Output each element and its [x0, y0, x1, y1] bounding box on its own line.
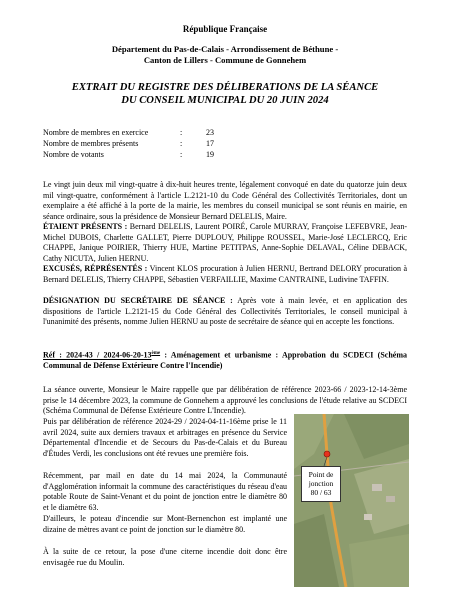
departement-line-1: Département du Pas-de-Calais - Arrondissement de Béthune -: [111, 44, 339, 54]
republique-heading: République Française: [182, 24, 268, 34]
members-row: [43, 138, 226, 149]
members-label: Nombre de membres présents: [43, 139, 139, 148]
excuses-label: EXCUSÉS, RÉPRÉSENTÉS :: [43, 264, 148, 273]
excuses-paragraph: [43, 264, 407, 285]
members-colon: :: [180, 128, 183, 137]
members-summary: [43, 127, 226, 160]
presents-paragraph: [43, 222, 407, 265]
junction-label-line: Point de: [308, 470, 334, 479]
fire-hydrant-paragraph: D'ailleurs, le poteau d'incendie sur Mont-Bernenchon est implanté une dizaine de mètres avant ce point de jonction sur le diamètre 80.: [43, 514, 287, 534]
members-row: [43, 149, 226, 160]
email-may-paragraph: Récemment, par mail en date du 14 mai 2024, la Communauté d'Agglomération informait la commune des caractéristiques du réseau d'eau potable Route de Saint-Venant et du point de jonction entre le diamètre 80 et le diamètre 63.: [43, 471, 287, 512]
title-line-2: DU CONSEIL MUNICIPAL DU 20 JUIN 2024: [121, 95, 329, 106]
junction-label-line: 80 / 63: [310, 488, 332, 497]
secretaire-label: DÉSIGNATION DU SECRÉTAIRE DE SÉANCE :: [43, 296, 233, 305]
junction-map: [294, 414, 409, 587]
members-value: 23: [206, 128, 214, 137]
junction-label-line: jonction: [308, 479, 334, 488]
reference-title: : Aménagement et urbanisme : Approbation du SCDECI (Schéma Communal de Défense Extérieure Contre l'Incendie): [43, 350, 407, 371]
secretaire-text: Après vote à main levée, et en application des dispositions de l'article L.2121-15 du Code Général des Collectivités Territoriales, le conseil municipal à l'unanimité des présents, nomme Julien HERNU au poste de secrétaire de séance qui en accepte les fonctions.: [43, 296, 408, 327]
cistern-paragraph: À la suite de ce retour, la pose d'une citerne incendie doit donc être envisagée rue du Moulin.: [43, 547, 287, 567]
junction-marker: [324, 451, 330, 457]
presents-text: Bernard DELELIS, Laurent POIRÉ, Carole MURRAY, Françoise LEFEBVRE, Jean-Michel DUBOIS, Charlette GALLET, Pierre DUPLOUY, Philippe ROUSSEL, Marie-José LECLERCQ, Eric CHAPPE, Janique POIRIER, Thierry HUE, Martine PETITPAS, Anne-Sophie DELAVAL, Céline DEBACK, Cathy NICUTA, Julien HERNU.: [43, 222, 407, 264]
members-label: Nombre de membres en exercice: [43, 128, 149, 137]
members-value: 17: [206, 139, 214, 148]
secretaire-paragraph: [43, 296, 407, 328]
departement-line-2: Canton de Lillers - Commune de Gonnehem: [143, 55, 307, 65]
reference-number: Réf : 2024-43 / 2024-06-20-13: [43, 350, 152, 360]
excuses-text: Vincent KLOS procuration à Julien HERNU, Bertrand DELORY procuration à Bernard DELELIS, Thierry CHAPPE, Sébastien VERFAILLIE, Maxime CANTRAINE, Ludivine TAFFIN.: [43, 264, 407, 284]
deliberation-april-paragraph: Puis par délibération de référence 2024-29 / 2024-04-11-16ème prise le 11 avril 2024, suite aux derniers travaux et arbitrages en présence du Service Départemental d'Incendie et de Secours du Pas-de-Calais et du Bureau d'Études Verdi, les conclusions ont été revues une première fois.: [43, 417, 287, 458]
presents-label: ÉTAIENT PRÉSENTS :: [43, 222, 128, 231]
members-value: 19: [206, 150, 214, 159]
title-line-1: EXTRAIT DU REGISTRE DES DÉLIBERATIONS DE LA SÉANCE: [71, 82, 379, 93]
members-colon: :: [180, 150, 183, 159]
members-row: [43, 127, 226, 138]
intro-paragraph: Le vingt juin deux mil vingt-quatre à dix-huit heures trente, légalement convoqué en date du quatorze juin deux mil vingt-quatre, conformément à l'article L.2121-10 du Code Général des Collectivités Territoriales, dont un exemplaire a été affiché à la porte de la mairie, les membres du conseil municipal se sont réunis en mairie, en séance ordinaire, sous la présidence de Monsieur Bernard DELELIS, Maire.: [43, 180, 407, 222]
reference-suffix: ème: [151, 351, 161, 356]
opening-paragraph: La séance ouverte, Monsieur le Maire rappelle que par délibération de référence 2023-66 / 2023-12-14-3ème prise le 14 décembre 2023, la commune de Gonnehem a approuvé les conclusions de l'étude relative au SCDECI (Schéma Communal de Défense Extérieure Contre L'Incendie).: [43, 385, 407, 416]
deliberation-reference: [43, 349, 407, 372]
members-label: Nombre de votants: [43, 150, 104, 159]
members-colon: :: [180, 139, 183, 148]
document-title: [30, 81, 420, 107]
departement-heading: [30, 44, 420, 66]
junction-label: [301, 466, 341, 502]
